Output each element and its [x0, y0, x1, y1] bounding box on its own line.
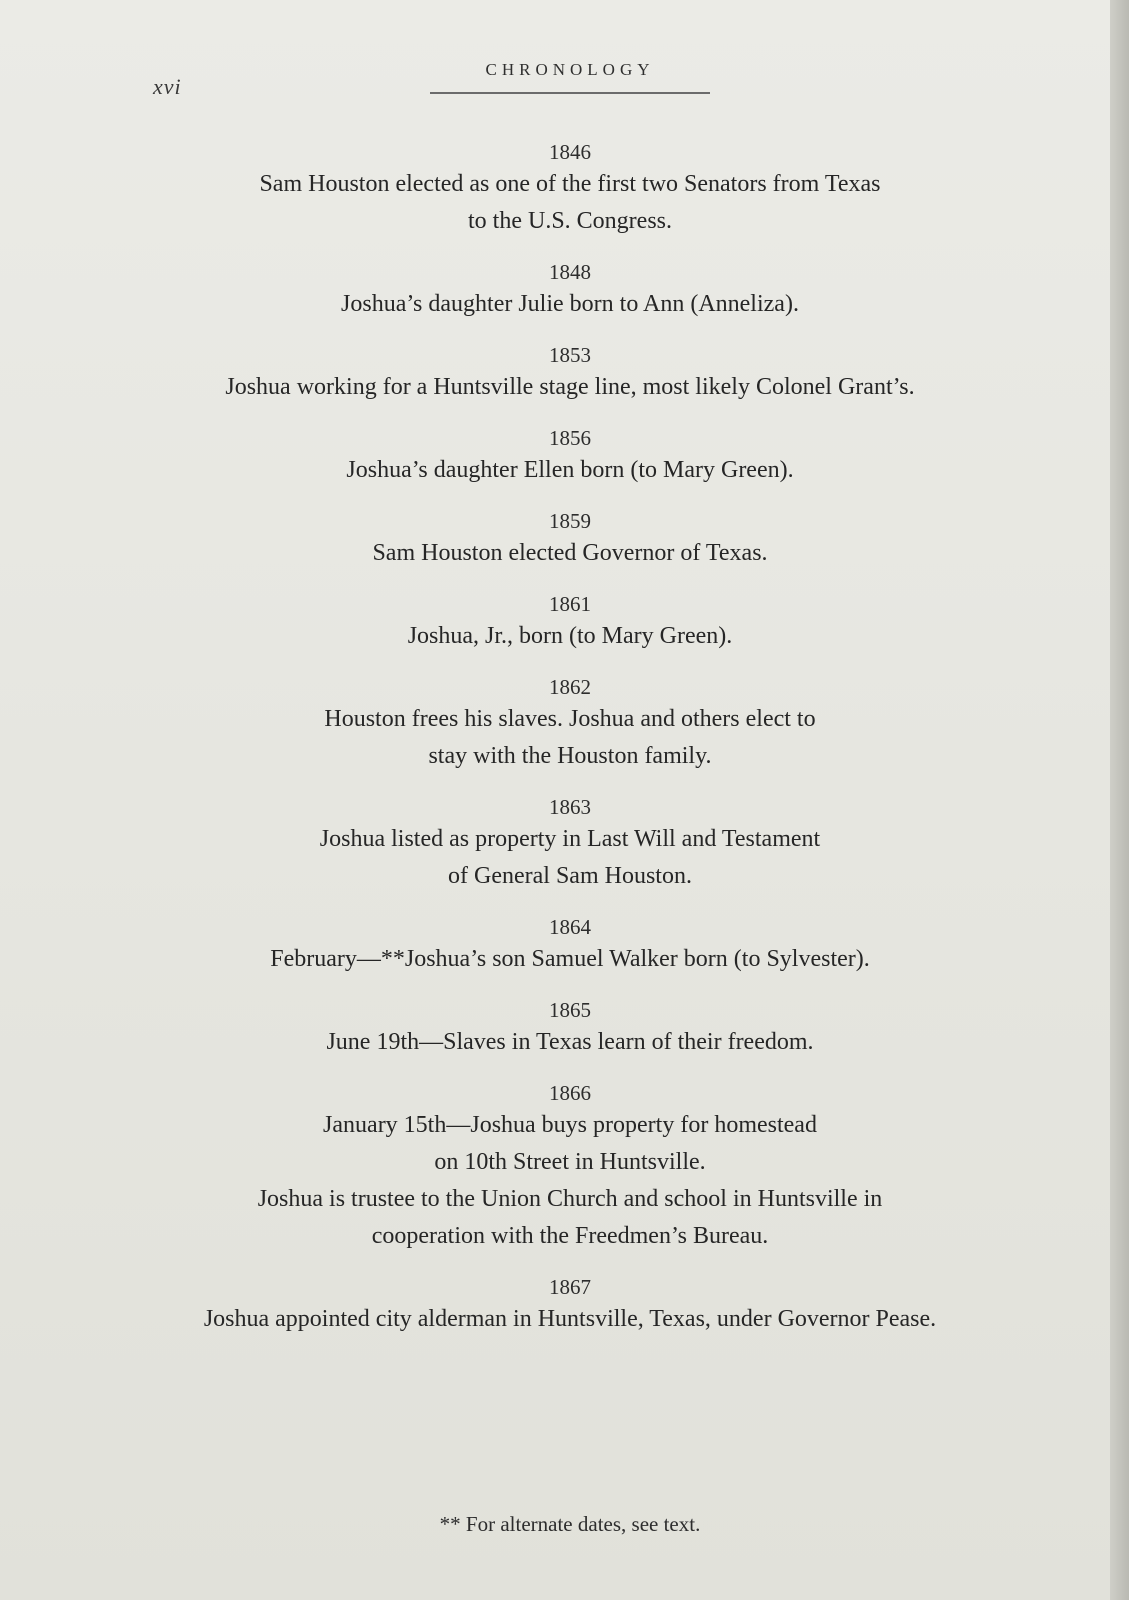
entry-year: 1863	[549, 795, 591, 819]
entry-year: 1859	[549, 509, 591, 533]
chronology-entry	[130, 258, 1010, 323]
entry-text-line: Joshua is trustee to the Union Church and school in Huntsville in	[257, 1186, 883, 1212]
entry-text-line: Joshua listed as property in Last Will and Testament	[319, 826, 821, 852]
entry-text-line: Joshua working for a Huntsville stage line, most likely Colonel Grant’s.	[225, 374, 915, 400]
entry-year: 1846	[549, 140, 591, 164]
footnote: ** For alternate dates, see text.	[439, 1512, 701, 1536]
entry-year: 1864	[549, 915, 591, 939]
entry-text-line: to the U.S. Congress.	[468, 208, 672, 234]
entry-text-line: stay with the Houston family.	[428, 743, 712, 769]
entry-year: 1856	[549, 426, 591, 450]
entry-text-line: on 10th Street in Huntsville.	[434, 1149, 706, 1175]
entry-year: 1865	[549, 998, 591, 1022]
chronology-entry	[130, 341, 1010, 406]
entry-text-line: Joshua appointed city alderman in Huntsville, Texas, under Governor Pease.	[203, 1306, 937, 1332]
entry-text-line: Joshua’s daughter Ellen born (to Mary Green).	[346, 457, 794, 483]
entry-text-line: June 19th—Slaves in Texas learn of their freedom.	[326, 1029, 814, 1055]
chronology-list	[130, 138, 1010, 1356]
chronology-entry	[130, 424, 1010, 489]
chronology-entry	[130, 793, 1010, 895]
chronology-entry	[130, 138, 1010, 240]
page-number: xvi	[153, 74, 182, 99]
chronology-entry	[130, 913, 1010, 978]
chronology-entry	[130, 1273, 1010, 1338]
entry-year: 1861	[549, 592, 591, 616]
entry-year: 1867	[549, 1275, 591, 1299]
chronology-entry	[130, 1079, 1010, 1255]
chronology-entry	[130, 507, 1010, 572]
entry-text-line: Joshua’s daughter Julie born to Ann (Anneliza).	[341, 291, 799, 317]
entry-text-line: Sam Houston elected as one of the first two Senators from Texas	[259, 171, 881, 197]
chronology-entry	[130, 590, 1010, 655]
entry-year: 1866	[549, 1081, 591, 1105]
chronology-entry	[130, 996, 1010, 1061]
entry-text-line: Houston frees his slaves. Joshua and others elect to	[324, 706, 816, 732]
entry-text-line: of General Sam Houston.	[448, 863, 692, 889]
page-edge	[1110, 0, 1129, 1600]
entry-year: 1848	[549, 260, 591, 284]
entry-text-line: Joshua, Jr., born (to Mary Green).	[407, 623, 733, 649]
entry-text-line: January 15th—Joshua buys property for homestead	[323, 1112, 817, 1138]
entry-text-line: February—**Joshua’s son Samuel Walker born (to Sylvester).	[270, 946, 870, 972]
entry-text-line: Sam Houston elected Governor of Texas.	[372, 540, 768, 566]
running-head: CHRONOLOGY	[430, 60, 710, 94]
entry-year: 1862	[549, 675, 591, 699]
entry-text-line: cooperation with the Freedmen’s Bureau.	[371, 1223, 769, 1249]
chronology-entry	[130, 673, 1010, 775]
entry-year: 1853	[549, 343, 591, 367]
